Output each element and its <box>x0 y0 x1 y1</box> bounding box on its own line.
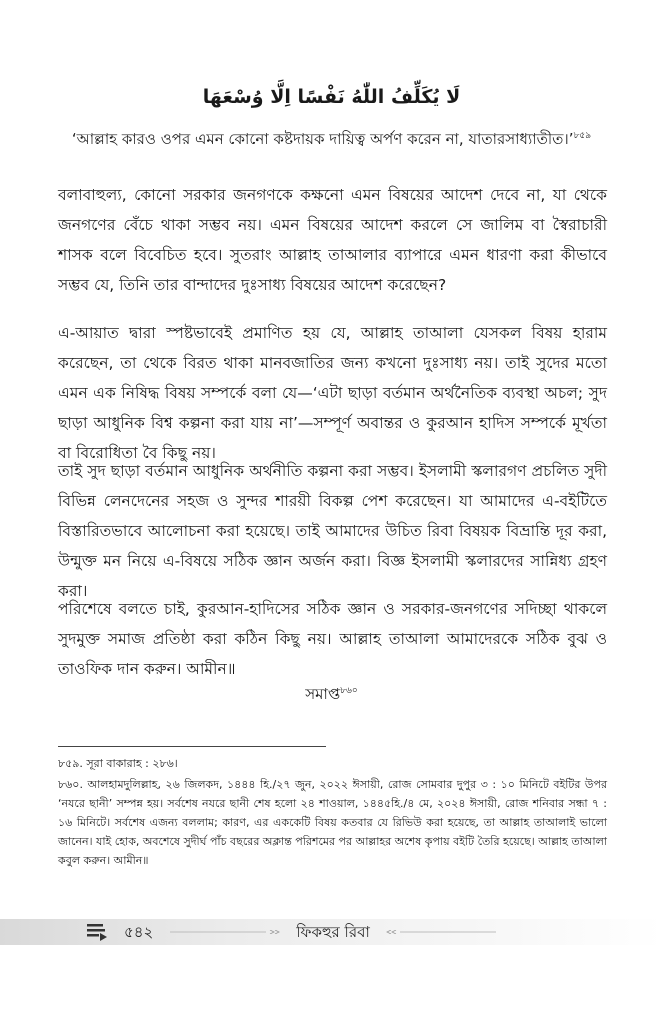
footnote-divider <box>58 746 326 747</box>
verse-translation <box>60 124 603 151</box>
arabic-verse: لَا يُكَلِّفُ اللّٰهُ نَفْسًا اِلَّا وُسْعَهَا <box>202 86 461 108</box>
closing-text: সমাপ্ত <box>305 685 341 703</box>
footnotes <box>58 754 607 872</box>
footer-ornament-right <box>386 930 496 934</box>
footnote-860: ৮৬০. আলহামদুলিল্লাহ, ২৬ জিলকদ, ১৪৪৪ হি./২৭ জুন, ২০২২ ঈসায়ী, রোজ সোমবার দুপুর ৩ : ১০ মিনিটে বইটির উপর ‘নযরে ছানী’ সম্পন্ন হয়। সর্বশেষ নযরে ছানী শেষ হলো ২৪ শাওয়াল, ১৪৪৫হি./৪ মে, ২০২৪ ঈসায়ী, রোজ শনিবার সন্ধা ৭ : ১৬ মিনিটে। সর্বশেষ এজন্য বললাম; কারণ, এর এককেটি বিষয় কতবার যে রিভিউ করা হয়েছে, তা আল্লাহ তাআলাই ভালো জানেন। যাই হোক, অবশেষে সুদীর্ঘ পাঁচ বছরের অক্লান্ত পরিশমের পর আল্লাহর অশেষ কৃপায় বইটি তৈরি হয়েছে। আল্লাহ তাআলা কবুল করুন। আমীন॥ <box>58 778 607 867</box>
paragraph-1: বলাবাহুল্য, কোনো সরকার জনগণকে কক্ষনো এমন বিষয়ের আদেশ দেবে না, যা থেকে জনগণের বেঁচে থাকা সম্ভব নয়। এমন বিষয়ের আদেশ করলে সে জালিম বা স্বৈরাচারী শাসক বলে বিবেচিত হবে। সুতরাং আল্লাহ তাআলার ব্যাপারে এমন ধারণা করা কীভাবে সম্ভব যে, তিনি তার বান্দাদের দুঃসাধ্য বিষয়ের আদেশ করেছেন? <box>58 186 607 294</box>
book-title: ফিকহুর রিবা <box>296 923 370 941</box>
footnote-ref-860: ৮৬০ <box>340 686 358 696</box>
paragraph-2: এ-আয়াত দ্বারা স্পষ্টভাবেই প্রমাণিত হয় যে, আল্লাহ তাআলা যেসকল বিষয় হারাম করেছেন, তা থেকে বিরত থাকা মানবজাতির জন্য কখনো দুঃসাধ্য নয়। তাই সুদের মতো এমন এক নিষিদ্ধ বিষয় সম্পর্কে বলা যে—‘এটা ছাড়া বর্তমান অর্থনৈতিক ব্যবস্থা অচল; সুদ ছাড়া আধুনিক বিশ্ব কল্পনা করা যায় না’—সম্পূর্ণ অবান্তর ও কুরআন হাদিস সম্পর্কে মূর্খতা বা বিরোধিতা বৈ কিছু নয়। <box>58 324 607 462</box>
closing-word <box>0 683 663 708</box>
paragraph-4: পরিশেষে বলতে চাই, কুরআন-হাদিসের সঠিক জ্ঞান ও সরকার-জনগণের সদিচ্ছা থাকলে সুদমুক্ত সমাজ প্রতিষ্ঠা করা কঠিন কিছু নয়। আল্লাহ তাআলা আমাদেরকে সঠিক বুঝ ও তাওফিক দান করুন। আমীন॥ <box>58 600 607 678</box>
page-number: ৫৪২ <box>124 923 154 941</box>
footnote-859: ৮৫৯. সূরা বাকারাহ : ২৮৬। <box>58 757 178 770</box>
verse-translation-text: ‘আল্লাহ কারও ওপর এমন কোনো কষ্টদায়ক দায়িত্ব অর্পণ করেন না, যাতারসাধ্যাতীত।’ <box>71 130 574 148</box>
bookmark-lines-icon <box>86 922 108 942</box>
footnote-ref-859: ৮৫৯ <box>573 131 592 141</box>
paragraph-3: তাই সুদ ছাড়া বর্তমান আধুনিক অর্থনীতি কল্পনা করা সম্ভব। ইসলামী স্কলারগণ প্রচলিত সুদী বিভিন্ন লেনদেনের সহজ ও সুন্দর শারয়ী বিকল্প পেশ করেছেন। যা আমাদের এ-বইটিতে বিস্তারিতভাবে আলোচনা করা হয়েছে। তাই আমাদের উচিত রিবা বিষয়ক বিভ্রান্তি দূর করা, উন্মুক্ত মন নিয়ে এ-বিষয়ে সঠিক জ্ঞান অর্জন করা। বিজ্ঞ ইসলামী স্কলারদের সান্নিধ্য গ্রহণ করা। <box>58 462 607 600</box>
footer-ornament-left <box>170 930 280 934</box>
